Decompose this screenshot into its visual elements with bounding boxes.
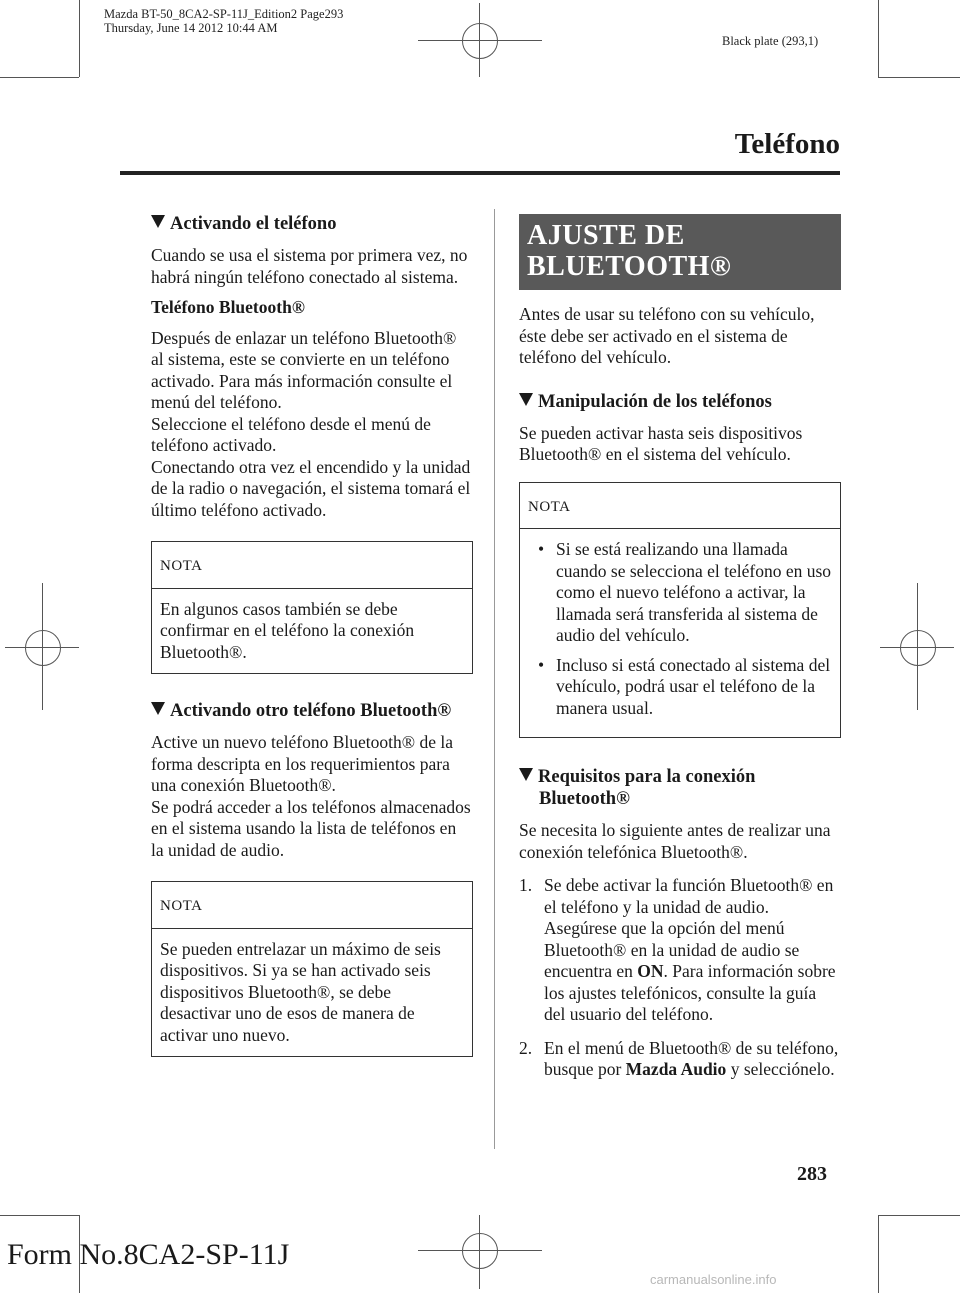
- page-number: 283: [797, 1163, 827, 1185]
- list-item: • Si se está realizando una llamada cuando se selecciona el teléfono en uso como el nuevo teléfono a activar, la llamada será transferida al sistema de audio del vehículo.: [538, 539, 832, 645]
- paragraph: Conectando otra vez el encendido y la unidad de la radio o navegación, el sistema tomará el último teléfono activado.: [151, 456, 471, 520]
- paragraph: Después de enlazar un teléfono Bluetooth® al sistema, este se convierte en un teléfono activado. Para más información consulte el menú del teléfono.: [151, 327, 457, 412]
- note-box: [519, 482, 841, 739]
- triangle-bullet-icon: [519, 768, 533, 781]
- list-item: 1. Se debe activar la función Bluetooth® en el teléfono y la unidad de audio. Asegúrese que la opción del menú Bluetooth® en la unidad de audio se encuentra en ON. Para información sobre los ajustes telefónicos, consulte la guía del usuario del teléfono.: [519, 875, 836, 1024]
- paragraph: Cuando se usa el sistema por primera vez, no habrá ningún teléfono conectado al sistema.: [151, 245, 468, 287]
- triangle-bullet-icon: [519, 393, 533, 406]
- heading-activating-phone: Activando el teléfono: [151, 213, 473, 235]
- column-separator: [494, 209, 495, 1149]
- triangle-bullet-icon: [151, 702, 165, 715]
- note-label: NOTA: [152, 882, 472, 929]
- note-text: Se pueden entrelazar un máximo de seis dispositivos. Si ya se han activado seis dispositivos Bluetooth®, se debe desactivar uno de esos de manera de activar uno nuevo.: [160, 938, 441, 1045]
- print-metadata-line2: Thursday, June 14 2012 10:44 AM: [104, 21, 278, 35]
- requirements-steps: [519, 875, 841, 1081]
- note-box: [151, 881, 473, 1057]
- left-column: [151, 213, 473, 1075]
- subheading-bluetooth-phone: Teléfono Bluetooth®: [151, 297, 305, 317]
- heading-connection-requirements: Requisitos para la conexión Bluetooth®: [519, 766, 841, 810]
- watermark: carmanualsonline.info: [650, 1272, 777, 1287]
- print-metadata: [104, 7, 343, 35]
- paragraph: Active un nuevo teléfono Bluetooth® de la forma descripta en los requerimientos para una conexión Bluetooth®.: [151, 732, 453, 795]
- section-title: Teléfono: [734, 128, 840, 160]
- list-item: • Incluso si está conectado al sistema del vehículo, podrá usar el teléfono de la manera usual.: [538, 654, 831, 718]
- bullet-icon: •: [538, 654, 545, 675]
- heading-phone-handling: Manipulación de los teléfonos: [519, 391, 841, 413]
- paragraph: Se pueden activar hasta seis dispositivos Bluetooth® en el sistema del vehículo.: [519, 422, 803, 464]
- print-metadata-line1: Mazda BT-50_8CA2-SP-11J_Edition2 Page293: [104, 7, 344, 21]
- right-column: [519, 214, 841, 1093]
- paragraph: Se necesita lo siguiente antes de realizar una conexión telefónica Bluetooth®.: [519, 820, 831, 862]
- section-banner: AJUSTE DE BLUETOOTH®: [519, 214, 841, 290]
- heading-activating-other-phone: Activando otro teléfono Bluetooth®: [151, 700, 473, 722]
- form-number: Form No.8CA2-SP-11J: [7, 1238, 290, 1271]
- note-label: NOTA: [152, 542, 472, 589]
- bullet-icon: •: [538, 539, 545, 559]
- paragraph: Se podrá acceder a los teléfonos almacenados en el sistema usando la lista de teléfonos en la unidad de audio.: [151, 796, 471, 860]
- triangle-bullet-icon: [151, 215, 165, 228]
- note-bullet-list: [528, 539, 832, 719]
- list-item: 2. En el menú de Bluetooth® de su teléfono, busque por Mazda Audio y selecciónelo.: [519, 1037, 839, 1079]
- note-text: En algunos casos también se debe confirmar en el teléfono la conexión Bluetooth®.: [160, 598, 415, 662]
- header-rule: [120, 171, 840, 175]
- plate-label: Black plate (293,1): [722, 34, 819, 48]
- note-label: NOTA: [520, 483, 840, 530]
- paragraph: Antes de usar su teléfono con su vehículo, éste debe ser activado en el sistema de teléfono del vehículo.: [519, 304, 815, 367]
- paragraph: Seleccione el teléfono desde el menú de teléfono activado.: [151, 413, 431, 455]
- note-box: [151, 541, 473, 674]
